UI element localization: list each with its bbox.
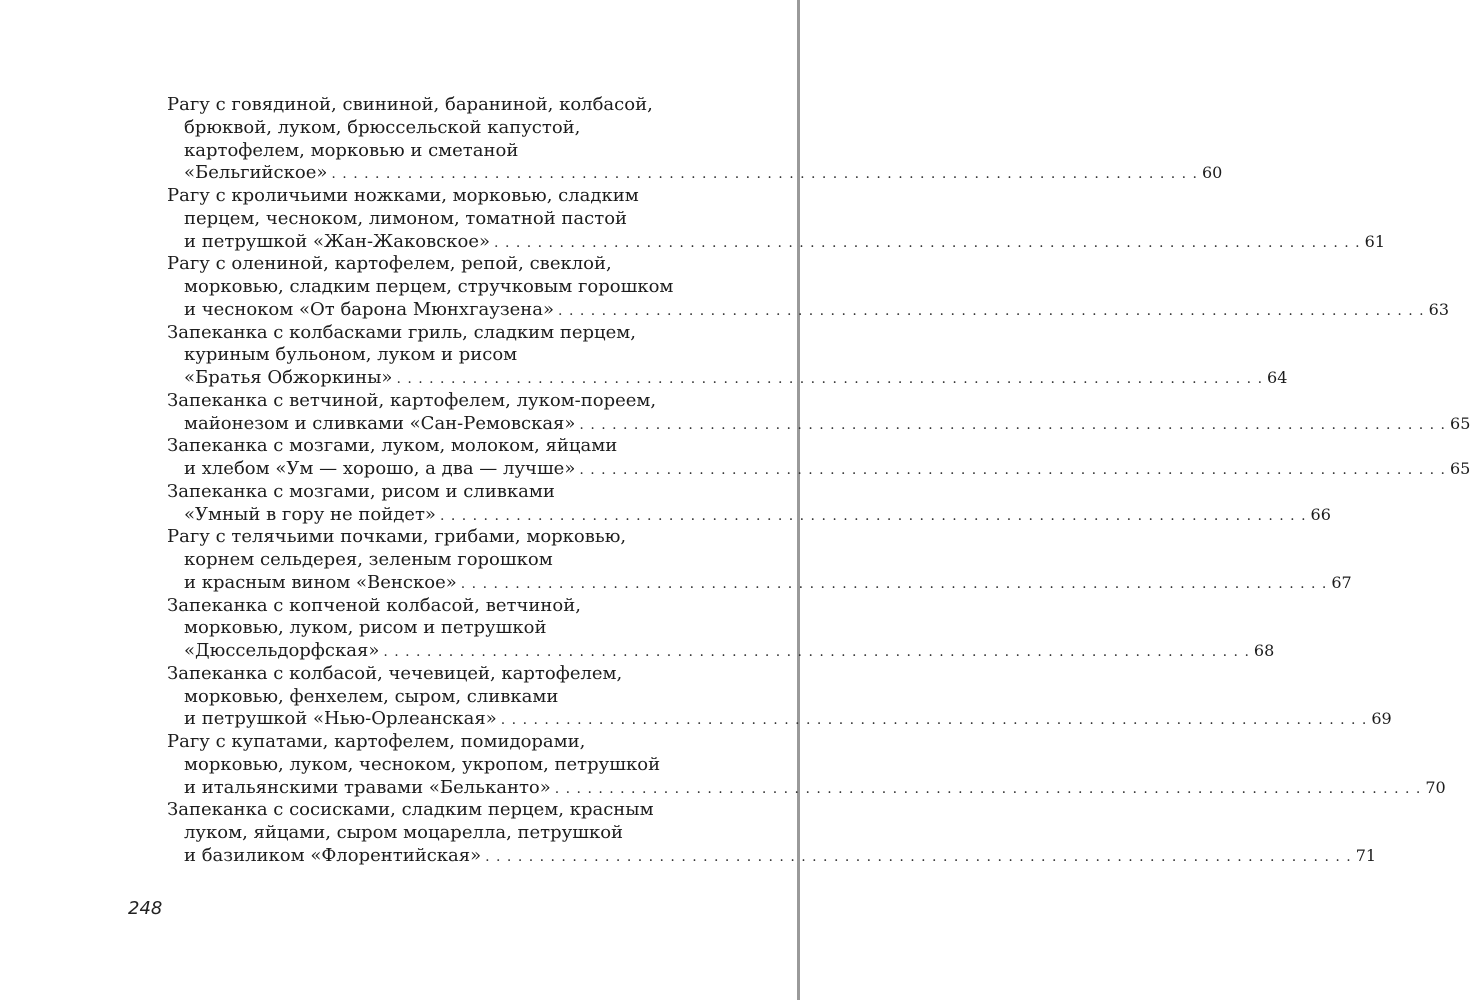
entry-continuation-line: куриным бульоном, луком и рисом <box>184 344 518 366</box>
entry-dish-name: и итальянскими травами «Бельканто» <box>184 776 551 798</box>
toc-entry <box>167 526 1352 594</box>
entry-dish-name: «Дюссельдорфская» <box>184 640 380 661</box>
toc-entry <box>167 321 1288 390</box>
toc-entry <box>167 185 1385 253</box>
entry-page-number: 65 <box>1450 413 1470 433</box>
entry-page-number: 69 <box>1371 709 1392 729</box>
entry-continuation-line: брюквой, луком, брюссельской капустой, <box>184 116 581 138</box>
page-number: 248 <box>128 898 163 919</box>
toc-entry <box>167 662 1392 731</box>
toc-entry <box>167 480 1331 527</box>
entry-last-line <box>167 458 1470 481</box>
entry-dish-name: и красным вином «Венское» <box>184 571 457 593</box>
entry-continuation-line: луком, яйцами, сыром моцарелла, петрушкой <box>184 822 624 843</box>
entry-dish-name: «Бельгийское» <box>184 162 328 184</box>
entry-last-line <box>167 162 1223 185</box>
toc-entry <box>167 731 1446 799</box>
entry-title-line: Запеканка с колбасой, чечевицей, картофелем, <box>167 662 623 684</box>
entry-title-line: Запеканка с копченой колбасой, ветчиной, <box>167 594 581 616</box>
entry-page-number: 71 <box>1355 845 1377 865</box>
dot-leader: . . . . . . . . . . . . . . . . . . . . . . . . . . . . . . . . . . . . . . . . . . . . . . . . . . . . . . . . . . . . . . . . . . . . . . . . . . . . . . . . <box>439 507 1307 524</box>
entry-page-number: 70 <box>1425 777 1446 797</box>
entry-last-line <box>167 776 1446 800</box>
entry-dish-name: и чесноком «От барона Мюнхгаузена» <box>184 298 555 320</box>
entry-dish-name: «Братья Обжоркины» <box>184 367 393 388</box>
entry-page-number: 63 <box>1428 299 1449 319</box>
toc-entry <box>167 94 1223 185</box>
entry-dish-name: и петрушкой «Жан-Жаковское» <box>184 230 491 252</box>
entry-last-line <box>167 412 1470 436</box>
dot-leader: . . . . . . . . . . . . . . . . . . . . . . . . . . . . . . . . . . . . . . . . . . . . . . . . . . . . . . . . . . . . . . . . . . . . . . . . . . . . . . . . <box>485 848 1352 865</box>
toc-entry <box>167 389 1470 436</box>
entry-page-number: 61 <box>1364 231 1385 251</box>
entry-last-line <box>167 844 1377 868</box>
entry-dish-name: «Умный в гору не пойдет» <box>184 503 436 525</box>
entry-continuation-line: перцем, чесноком, лимоном, томатной пастой <box>184 207 628 229</box>
dot-leader: . . . . . . . . . . . . . . . . . . . . . . . . . . . . . . . . . . . . . . . . . . . . . . . . . . . . . . . . . . . . . . . . . . . . . . . . . . . . . . . . <box>331 166 1198 183</box>
entry-title-line: Рагу с олениной, картофелем, репой, свеклой, <box>167 253 612 275</box>
entry-continuation-line: морковью, фенхелем, сыром, сливками <box>184 685 559 707</box>
toc-entry <box>167 253 1449 321</box>
entry-title-line: Рагу с телячьими почками, грибами, морковью, <box>167 526 627 548</box>
dot-leader: . . . . . . . . . . . . . . . . . . . . . . . . . . . . . . . . . . . . . . . . . . . . . . . . . . . . . . . . . . . . . . . . . . . . . . . . . . . . . . . . <box>396 371 1264 387</box>
entry-last-line <box>167 367 1288 390</box>
entry-last-line <box>167 571 1352 595</box>
entry-continuation-line: корнем сельдерея, зеленым горошком <box>184 549 553 570</box>
entry-page-number: 66 <box>1310 504 1331 524</box>
entry-page-number: 67 <box>1331 572 1352 592</box>
dot-leader: . . . . . . . . . . . . . . . . . . . . . . . . . . . . . . . . . . . . . . . . . . . . . . . . . . . . . . . . . . . . . . . . . . . . . . . . . . . . . . . . <box>460 575 1328 592</box>
entry-continuation-line: картофелем, морковью и сметаной <box>184 139 519 161</box>
entry-continuation-line: морковью, сладким перцем, стручковым горошком <box>184 276 674 297</box>
entry-title-line: Запеканка с ветчиной, картофелем, луком-пореем, <box>167 389 657 411</box>
toc-entry <box>167 594 1275 663</box>
entry-last-line <box>167 230 1385 254</box>
dot-leader: . . . . . . . . . . . . . . . . . . . . . . . . . . . . . . . . . . . . . . . . . . . . . . . . . . . . . . . . . . . . . . . . . . . . . . . . . . . . . . . . <box>554 780 1422 797</box>
toc-entry <box>167 799 1377 867</box>
entry-page-number: 60 <box>1201 163 1223 183</box>
entry-continuation-line: морковью, луком, чесноком, укропом, петрушкой <box>184 753 661 775</box>
entry-title-line: Запеканка с мозгами, рисом и сливками <box>167 480 555 502</box>
dot-leader: . . . . . . . . . . . . . . . . . . . . . . . . . . . . . . . . . . . . . . . . . . . . . . . . . . . . . . . . . . . . . . . . . . . . . . . . . . . . . . . . <box>558 302 1425 319</box>
entry-page-number: 65 <box>1449 459 1470 478</box>
entry-last-line <box>167 640 1275 663</box>
entry-dish-name: майонезом и сливками «Сан-Ремовская» <box>184 412 576 434</box>
dot-leader: . . . . . . . . . . . . . . . . . . . . . . . . . . . . . . . . . . . . . . . . . . . . . . . . . . . . . . . . . . . . . . . . . . . . . . . . . . . . . . . . <box>579 416 1447 433</box>
dot-leader: . . . . . . . . . . . . . . . . . . . . . . . . . . . . . . . . . . . . . . . . . . . . . . . . . . . . . . . . . . . . . . . . . . . . . . . . . . . . . . . . <box>494 234 1361 251</box>
entry-page-number: 68 <box>1253 641 1275 660</box>
toc-entry <box>167 435 1470 481</box>
entry-dish-name: и петрушкой «Нью-Орлеанская» <box>184 708 497 730</box>
entry-last-line <box>167 708 1392 731</box>
entry-dish-name: и хлебом «Ум — хорошо, а два — лучше» <box>184 458 576 479</box>
entry-title-line: Рагу с говядиной, свининой, бараниной, колбасой, <box>167 94 653 115</box>
entry-last-line <box>167 298 1449 322</box>
entry-dish-name: и базиликом «Флорентийская» <box>184 844 482 866</box>
dot-leader: . . . . . . . . . . . . . . . . . . . . . . . . . . . . . . . . . . . . . . . . . . . . . . . . . . . . . . . . . . . . . . . . . . . . . . . . . . . . . . . . <box>500 712 1368 729</box>
entry-title-line: Рагу с купатами, картофелем, помидорами, <box>167 731 586 752</box>
entry-continuation-line: морковью, луком, рисом и петрушкой <box>184 617 547 639</box>
entry-page-number: 64 <box>1267 368 1288 387</box>
dot-leader: . . . . . . . . . . . . . . . . . . . . . . . . . . . . . . . . . . . . . . . . . . . . . . . . . . . . . . . . . . . . . . . . . . . . . . . . . . . . . . . . <box>579 462 1446 478</box>
dot-leader: . . . . . . . . . . . . . . . . . . . . . . . . . . . . . . . . . . . . . . . . . . . . . . . . . . . . . . . . . . . . . . . . . . . . . . . . . . . . . . . . <box>383 644 1250 660</box>
entry-title-line: Рагу с кроличьими ножками, морковью, сладким <box>167 185 639 206</box>
entry-title-line: Запеканка с колбасками гриль, сладким перцем, <box>167 321 637 343</box>
entry-last-line <box>167 503 1331 527</box>
entry-title-line: Запеканка с сосисками, сладким перцем, красным <box>167 799 654 821</box>
entry-title-line: Запеканка с мозгами, луком, молоком, яйцами <box>167 435 618 457</box>
table-of-contents <box>167 94 1470 868</box>
